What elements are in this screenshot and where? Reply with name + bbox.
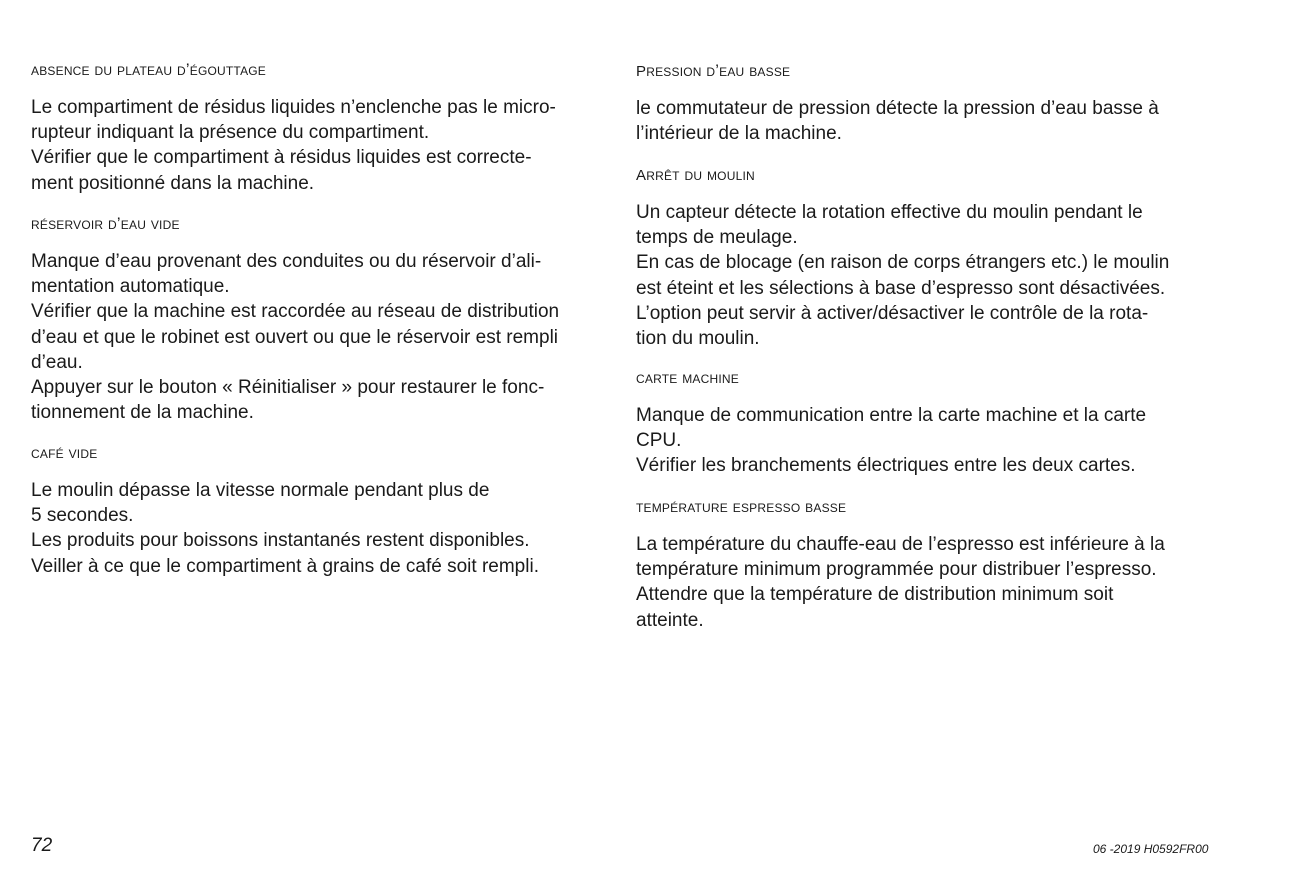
text-line: L’option peut servir à activer/désactiver le contrôle de la rota- (636, 302, 1149, 324)
section-heading: pression d’eau basse (636, 58, 791, 81)
text-line: La température du chauffe-eau de l’espresso est inférieure à la (636, 534, 1165, 555)
section-heading: café vide (31, 444, 98, 462)
text-line: mentation automatique. (31, 276, 230, 298)
text-line: rupteur indiquant la présence du compartiment. (31, 122, 430, 144)
section-pression-eau-basse (636, 60, 1226, 146)
text-line: Appuyer sur le bouton « Réinitialiser » pour restaurer le fonc- (31, 377, 545, 399)
text-line: Vérifier que le compartiment à résidus liquides est correcte- (31, 147, 532, 169)
text-line: temps de meulage. (636, 227, 798, 249)
text-line: Les produits pour boissons instantanés restent disponibles. (31, 530, 530, 552)
section-body (636, 200, 1226, 351)
text-line: d’eau. (31, 351, 83, 373)
page-number: 72 (31, 835, 53, 856)
text-line: tionnement de la machine. (31, 402, 254, 424)
text-line: Manque d’eau provenant des conduites ou du réservoir d’ali- (31, 251, 542, 272)
text-line: Attendre que la température de distribution minimum soit (636, 584, 1114, 606)
text-line: Manque de communication entre la carte machine et la carte (636, 405, 1147, 426)
text-line: En cas de blocage (en raison de corps étrangers etc.) le moulin (636, 252, 1170, 274)
section-heading: absence du plateau d’égouttage (31, 61, 267, 79)
section-arret-moulin (636, 164, 1226, 351)
text-line: 5 secondes. (31, 505, 134, 527)
section-body (31, 249, 606, 425)
text-line: CPU. (636, 430, 682, 452)
text-line: atteinte. (636, 609, 704, 631)
text-line: tion du moulin. (636, 328, 760, 350)
text-line: est éteint et les sélections à base d’espresso sont désactivées. (636, 277, 1166, 299)
section-heading: carte machine (636, 369, 739, 387)
text-line: ment positionné dans la machine. (31, 172, 315, 194)
text-line: Le compartiment de résidus liquides n’enclenche pas le micro- (31, 97, 556, 118)
section-cafe-vide (31, 443, 606, 579)
section-heading: réservoir d’eau vide (31, 215, 180, 233)
section-heading: température espresso basse (636, 498, 847, 516)
text-line: d’eau et que le robinet est ouvert ou que le réservoir est rempli (31, 326, 559, 348)
text-line: Veiller à ce que le compartiment à grains de café soit rempli. (31, 555, 539, 577)
section-body (636, 532, 1226, 633)
section-carte-machine (636, 368, 1226, 479)
section-reservoir-vide (31, 214, 606, 425)
section-heading: arrêt du moulin (636, 162, 755, 185)
text-line: Vérifier que la machine est raccordée au réseau de distribution (31, 301, 560, 323)
text-line: température minimum programmée pour distribuer l’espresso. (636, 559, 1157, 581)
text-line: Un capteur détecte la rotation effective du moulin pendant le (636, 202, 1143, 223)
text-line: Le moulin dépasse la vitesse normale pendant plus de (31, 480, 490, 501)
text-line: le commutateur de pression détecte la pression d’eau basse à (636, 98, 1159, 119)
text-line: Vérifier les branchements électriques entre les deux cartes. (636, 455, 1136, 477)
section-body (636, 403, 1226, 479)
section-absence-plateau (31, 60, 606, 196)
section-temperature-espresso-basse (636, 497, 1226, 633)
text-line: l’intérieur de la machine. (636, 123, 842, 145)
section-body (31, 95, 606, 196)
section-body (31, 478, 606, 579)
document-reference: 06 -2019 H0592FR00 (1093, 842, 1209, 856)
section-body (636, 96, 1226, 146)
